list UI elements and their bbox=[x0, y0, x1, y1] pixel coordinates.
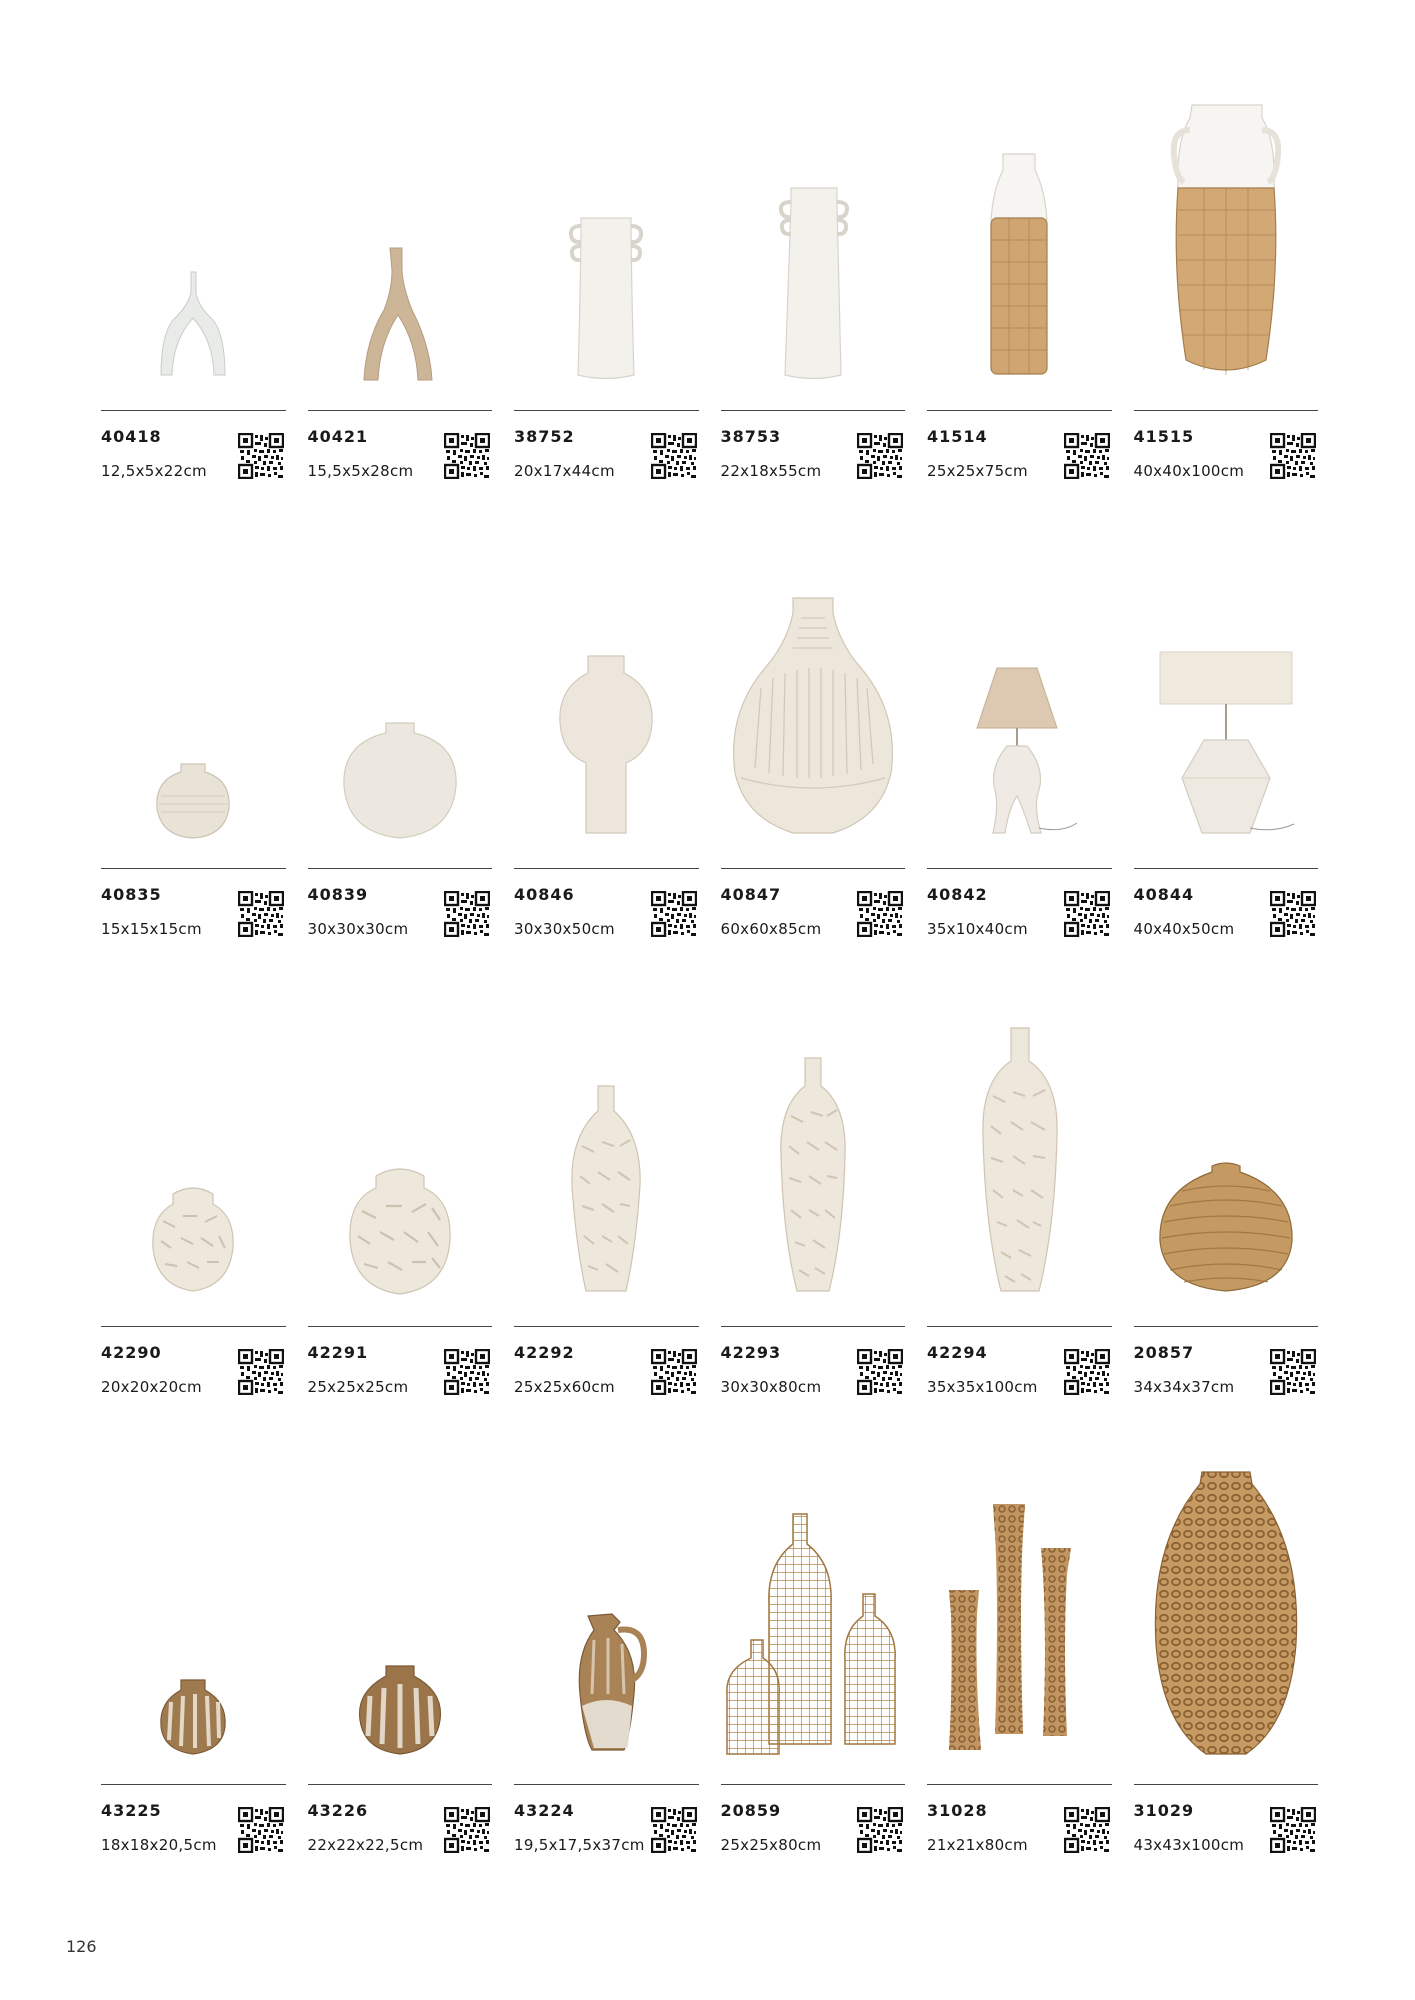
product-image bbox=[927, 986, 1112, 1327]
product-code: 42292 bbox=[514, 1343, 575, 1362]
product-size: 18x18x20,5cm bbox=[101, 1836, 217, 1854]
qr-code-icon[interactable] bbox=[857, 1807, 903, 1853]
woven-round-basket-vase-icon bbox=[1134, 986, 1319, 1326]
product-card[interactable] bbox=[927, 528, 1112, 986]
product-image bbox=[101, 1444, 286, 1785]
product-size: 25x25x80cm bbox=[720, 1836, 822, 1854]
product-code: 40835 bbox=[101, 885, 162, 904]
product-card[interactable] bbox=[1134, 986, 1319, 1444]
product-size: 30x30x80cm bbox=[720, 1378, 822, 1396]
product-size: 40x40x100cm bbox=[1133, 462, 1245, 480]
product-image bbox=[101, 986, 286, 1327]
product-size: 22x22x22,5cm bbox=[307, 1836, 424, 1854]
product-card[interactable] bbox=[514, 70, 699, 528]
product-code: 40844 bbox=[1133, 885, 1195, 904]
product-size: 22x18x55cm bbox=[720, 462, 822, 480]
sphere-pedestal-vase-icon bbox=[514, 528, 699, 868]
striped-glaze-vase-small-icon bbox=[101, 1444, 286, 1784]
product-row bbox=[101, 986, 1318, 1444]
product-card[interactable] bbox=[927, 1444, 1112, 1902]
product-code: 42294 bbox=[927, 1343, 988, 1362]
product-code: 40847 bbox=[720, 885, 782, 904]
product-image bbox=[1134, 528, 1319, 869]
qr-code-icon[interactable] bbox=[444, 1349, 490, 1395]
product-size: 43x43x100cm bbox=[1133, 1836, 1245, 1854]
patterned-ginger-jar-small-icon bbox=[101, 986, 286, 1326]
product-card[interactable] bbox=[101, 1444, 286, 1902]
product-size: 60x60x85cm bbox=[720, 920, 822, 938]
product-code: 41515 bbox=[1133, 427, 1195, 446]
product-row bbox=[101, 70, 1318, 528]
product-card[interactable] bbox=[101, 986, 286, 1444]
product-size: 35x35x100cm bbox=[927, 1378, 1038, 1396]
qr-code-icon[interactable] bbox=[444, 433, 490, 479]
product-card[interactable] bbox=[927, 986, 1112, 1444]
large-ribbed-vase-icon bbox=[721, 528, 906, 868]
product-code: 43226 bbox=[307, 1801, 369, 1820]
qr-code-icon[interactable] bbox=[444, 1807, 490, 1853]
qr-code-icon[interactable] bbox=[1064, 433, 1110, 479]
product-image bbox=[308, 70, 493, 411]
product-code: 40842 bbox=[927, 885, 988, 904]
qr-code-icon[interactable] bbox=[857, 1349, 903, 1395]
qr-code-icon[interactable] bbox=[238, 1807, 284, 1853]
rattan-bottle-set-icon bbox=[721, 1444, 906, 1784]
product-card[interactable] bbox=[927, 70, 1112, 528]
loop-table-lamp-icon bbox=[927, 528, 1112, 868]
product-image bbox=[101, 528, 286, 869]
product-image bbox=[721, 528, 906, 869]
product-card[interactable] bbox=[308, 70, 493, 528]
patterned-ginger-jar-icon bbox=[308, 986, 493, 1326]
qr-code-icon[interactable] bbox=[238, 1349, 284, 1395]
white-handled-tall-vase-icon bbox=[721, 70, 906, 410]
product-code: 20857 bbox=[1133, 1343, 1195, 1362]
product-size: 20x20x20cm bbox=[101, 1378, 202, 1396]
product-card[interactable] bbox=[101, 528, 286, 986]
product-image bbox=[1134, 986, 1319, 1327]
product-code: 40846 bbox=[514, 885, 575, 904]
woven-floor-vase-set-icon bbox=[927, 1444, 1112, 1784]
qr-code-icon[interactable] bbox=[1064, 891, 1110, 937]
product-image bbox=[514, 528, 699, 869]
product-card[interactable] bbox=[308, 1444, 493, 1902]
product-card[interactable] bbox=[308, 986, 493, 1444]
qr-code-icon[interactable] bbox=[1270, 1349, 1316, 1395]
product-image bbox=[1134, 70, 1319, 411]
qr-code-icon[interactable] bbox=[651, 1349, 697, 1395]
product-card[interactable] bbox=[721, 986, 906, 1444]
qr-code-icon[interactable] bbox=[238, 433, 284, 479]
geometric-table-lamp-icon bbox=[1134, 528, 1319, 868]
striped-glaze-vase-icon bbox=[308, 1444, 493, 1784]
product-size: 15x15x15cm bbox=[101, 920, 202, 938]
qr-code-icon[interactable] bbox=[651, 891, 697, 937]
product-image bbox=[308, 1444, 493, 1785]
product-size: 25x25x60cm bbox=[514, 1378, 615, 1396]
product-card[interactable] bbox=[1134, 70, 1319, 528]
product-size: 12,5x5x22cm bbox=[101, 462, 207, 480]
product-card[interactable] bbox=[1134, 1444, 1319, 1902]
product-image bbox=[927, 528, 1112, 869]
product-code: 31029 bbox=[1133, 1801, 1195, 1820]
product-card[interactable] bbox=[721, 70, 906, 528]
rattan-amphora-vase-icon bbox=[1134, 70, 1319, 410]
product-code: 38753 bbox=[720, 427, 782, 446]
product-size: 30x30x30cm bbox=[307, 920, 409, 938]
product-code: 31028 bbox=[927, 1801, 988, 1820]
product-code: 42290 bbox=[101, 1343, 162, 1362]
product-code: 40418 bbox=[101, 427, 162, 446]
qr-code-icon[interactable] bbox=[444, 891, 490, 937]
product-size: 20x17x44cm bbox=[514, 462, 615, 480]
patterned-tall-bottle-vase-icon bbox=[721, 986, 906, 1326]
product-image bbox=[308, 986, 493, 1327]
product-code: 42293 bbox=[720, 1343, 782, 1362]
product-card[interactable] bbox=[721, 1444, 906, 1902]
product-size: 40x40x50cm bbox=[1133, 920, 1235, 938]
qr-code-icon[interactable] bbox=[1270, 891, 1316, 937]
qr-code-icon[interactable] bbox=[1270, 433, 1316, 479]
product-image bbox=[927, 70, 1112, 411]
product-code: 20859 bbox=[720, 1801, 782, 1820]
patterned-floor-vase-icon bbox=[927, 986, 1112, 1326]
product-image bbox=[927, 1444, 1112, 1785]
product-card[interactable] bbox=[514, 1444, 699, 1902]
qr-code-icon[interactable] bbox=[238, 891, 284, 937]
product-card[interactable] bbox=[101, 70, 286, 528]
white-handled-vase-icon bbox=[514, 70, 699, 410]
page-number: 126 bbox=[66, 1937, 97, 1956]
qr-code-icon[interactable] bbox=[1064, 1807, 1110, 1853]
product-size: 15,5x5x28cm bbox=[307, 462, 414, 480]
product-row bbox=[101, 1444, 1318, 1902]
product-row bbox=[101, 528, 1318, 986]
product-image bbox=[308, 528, 493, 869]
qr-code-icon[interactable] bbox=[651, 1807, 697, 1853]
qr-code-icon[interactable] bbox=[651, 433, 697, 479]
product-size: 25x25x75cm bbox=[927, 462, 1028, 480]
beige-split-vase-icon bbox=[308, 70, 493, 410]
product-code: 42291 bbox=[307, 1343, 369, 1362]
product-card[interactable] bbox=[721, 528, 906, 986]
product-size: 21x21x80cm bbox=[927, 1836, 1028, 1854]
qr-code-icon[interactable] bbox=[857, 433, 903, 479]
product-image bbox=[721, 986, 906, 1327]
product-size: 30x30x50cm bbox=[514, 920, 615, 938]
product-card[interactable] bbox=[514, 528, 699, 986]
product-code: 43224 bbox=[514, 1801, 575, 1820]
product-card[interactable] bbox=[308, 528, 493, 986]
product-image bbox=[721, 70, 906, 411]
rattan-bottle-vase-icon bbox=[927, 70, 1112, 410]
product-size: 25x25x25cm bbox=[307, 1378, 409, 1396]
qr-code-icon[interactable] bbox=[1064, 1349, 1110, 1395]
product-code: 41514 bbox=[927, 427, 988, 446]
product-size: 35x10x40cm bbox=[927, 920, 1028, 938]
product-code: 40421 bbox=[307, 427, 369, 446]
glazed-jug-icon bbox=[514, 1444, 699, 1784]
round-vase-icon bbox=[308, 528, 493, 868]
woven-oval-floor-vase-icon bbox=[1134, 1444, 1319, 1784]
patterned-bottle-vase-icon bbox=[514, 986, 699, 1326]
white-split-vase-icon bbox=[101, 70, 286, 410]
product-image bbox=[514, 70, 699, 411]
product-image bbox=[514, 1444, 699, 1785]
product-image bbox=[514, 986, 699, 1327]
small-round-vase-icon bbox=[101, 528, 286, 868]
product-image bbox=[1134, 1444, 1319, 1785]
product-image bbox=[721, 1444, 906, 1785]
product-code: 40839 bbox=[307, 885, 369, 904]
product-size: 19,5x17,5x37cm bbox=[514, 1836, 645, 1854]
product-code: 43225 bbox=[101, 1801, 162, 1820]
product-image bbox=[101, 70, 286, 411]
product-card[interactable] bbox=[1134, 528, 1319, 986]
product-code: 38752 bbox=[514, 427, 575, 446]
product-size: 34x34x37cm bbox=[1133, 1378, 1235, 1396]
qr-code-icon[interactable] bbox=[857, 891, 903, 937]
product-card[interactable] bbox=[514, 986, 699, 1444]
qr-code-icon[interactable] bbox=[1270, 1807, 1316, 1853]
product-grid bbox=[101, 70, 1318, 1902]
